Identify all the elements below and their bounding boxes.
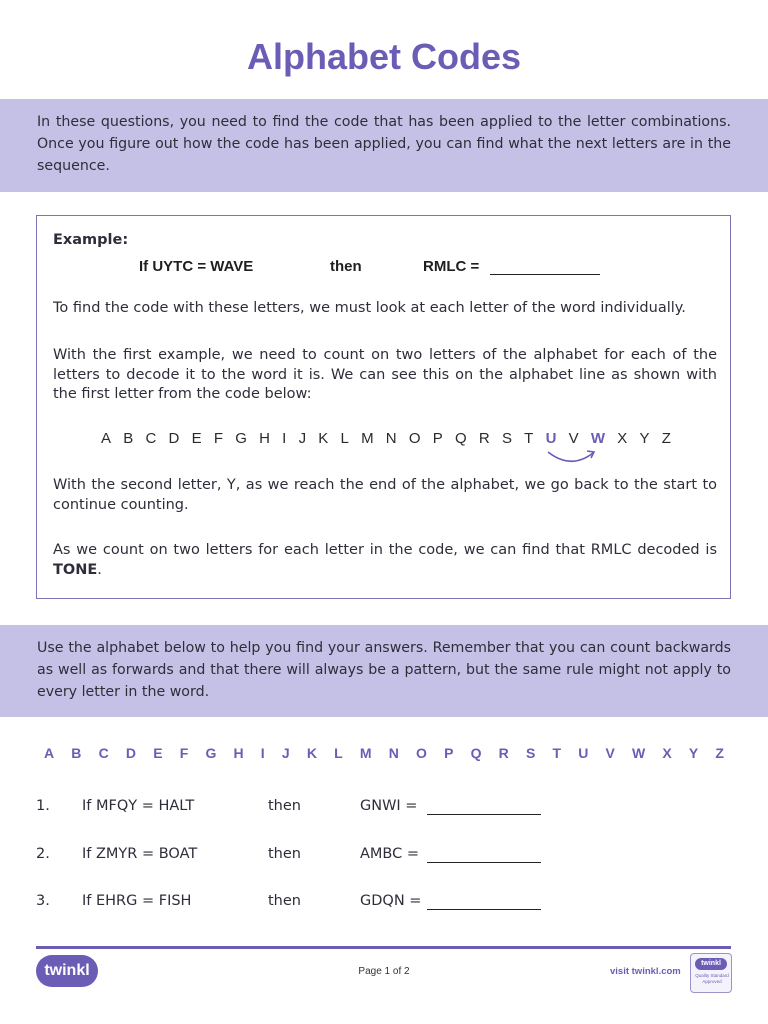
alphabet-letter-f: F: [179, 745, 189, 761]
example-alphabet-letter-y: Y: [639, 430, 650, 447]
footer-divider: [36, 946, 731, 949]
example-alphabet-letter-g: G: [235, 430, 247, 447]
alphabet-letter-y: Y: [688, 745, 699, 761]
answer-blank[interactable]: [427, 814, 541, 815]
example-para-4-text: As we count on two letters for each letter in the code, we can find that RMLC decoded is: [53, 542, 717, 558]
example-para-4: [53, 541, 717, 580]
example-alphabet-letter-h: H: [259, 430, 270, 447]
alphabet-letter-d: D: [125, 745, 137, 761]
example-label: Example:: [53, 232, 129, 248]
example-para-1: To find the code with these letters, we must look at each letter of the word individually.: [53, 300, 686, 316]
alphabet-letter-p: P: [444, 745, 454, 761]
answer-blank[interactable]: [427, 909, 541, 910]
question-row: [0, 798, 768, 822]
example-para-3: With the second letter, Y, as we reach the end of the alphabet, we go back to the start to continue counting.: [53, 477, 717, 513]
example-question: RMLC =: [423, 258, 480, 275]
question-number: 1.: [36, 798, 50, 814]
example-alphabet-letter-s: S: [501, 430, 512, 447]
question-number: 3.: [36, 893, 50, 909]
alphabet-letter-t: T: [552, 745, 562, 761]
alphabet-letter-j: J: [281, 745, 290, 761]
question-ask: GNWI =: [360, 798, 418, 814]
question-ask: AMBC =: [360, 846, 420, 862]
badge-text: Quality Standard Approved: [695, 973, 729, 984]
example-alphabet-letter-o: O: [408, 430, 421, 447]
example-alphabet-letter-p: P: [432, 430, 443, 447]
visit-link[interactable]: visit twinkl.com: [610, 966, 681, 977]
example-alphabet-letter-z: Z: [661, 430, 671, 447]
example-alphabet-letter-k: K: [318, 430, 329, 447]
example-alphabet-line: [101, 430, 671, 447]
question-condition: If ZMYR = BOAT: [82, 846, 198, 862]
intro-band: [0, 99, 768, 192]
example-alphabet-letter-v: V: [568, 430, 579, 447]
example-alphabet-letter-j: J: [298, 430, 307, 447]
question-condition: If EHRG = FISH: [82, 893, 192, 909]
example-alphabet-letter-r: R: [478, 430, 490, 447]
badge-brand: twinkl: [695, 958, 727, 970]
example-alphabet-letter-e: E: [191, 430, 202, 447]
alphabet-letter-h: H: [233, 745, 244, 761]
example-alphabet-letter-x: X: [617, 430, 628, 447]
alphabet-letter-g: G: [205, 745, 217, 761]
question-number: 2.: [36, 846, 50, 862]
alphabet-letter-n: N: [388, 745, 399, 761]
intro-text: In these questions, you need to find the code that has been applied to the letter combinations. Once you figure out how the code has been applied, you can find what the next letters are in the sequence.: [37, 114, 731, 174]
example-alphabet-letter-u: U: [545, 430, 557, 447]
alphabet-letter-r: R: [498, 745, 509, 761]
example-alphabet-letter-i: I: [282, 430, 287, 447]
example-box: [36, 215, 731, 599]
alphabet-letter-v: V: [605, 745, 615, 761]
question-row: [0, 846, 768, 870]
alphabet-letter-q: Q: [470, 745, 482, 761]
example-alphabet-letter-c: C: [145, 430, 157, 447]
question-row: [0, 893, 768, 917]
alphabet-letter-z: Z: [715, 745, 724, 761]
example-alphabet-letter-w: W: [590, 430, 606, 447]
count-arrow-icon: [545, 448, 599, 468]
example-alphabet-letter-d: D: [168, 430, 180, 447]
example-para-2: With the first example, we need to count on two letters of the alphabet for each of the letters to decode it to the word it is. We can see this on the alphabet line as shown with the first letter from the code below:: [53, 347, 717, 402]
alphabet-letter-w: W: [632, 745, 646, 761]
example-answer: TONE: [53, 561, 98, 578]
alphabet-letter-b: B: [71, 745, 82, 761]
example-condition: If UYTC = WAVE: [139, 258, 254, 275]
example-then: then: [330, 258, 362, 275]
example-answer-blank: [490, 274, 600, 275]
alphabet-letter-m: M: [359, 745, 372, 761]
alphabet-letter-e: E: [153, 745, 163, 761]
alphabet-letter-c: C: [98, 745, 109, 761]
example-alphabet-letter-m: M: [361, 430, 374, 447]
quality-badge: [690, 953, 732, 993]
twinkl-logo[interactable]: twinkl: [36, 955, 98, 987]
alphabet-letter-u: U: [578, 745, 589, 761]
alphabet-letter-i: I: [260, 745, 265, 761]
alphabet-letter-s: S: [525, 745, 536, 761]
alphabet-reference-line: [44, 745, 724, 761]
example-alphabet-letter-n: N: [385, 430, 397, 447]
question-then: then: [268, 798, 301, 814]
example-alphabet-letter-t: T: [524, 430, 534, 447]
example-alphabet-letter-q: Q: [454, 430, 467, 447]
instructions-band: [0, 625, 768, 717]
question-ask: GDQN =: [360, 893, 422, 909]
question-condition: If MFQY = HALT: [82, 798, 195, 814]
question-then: then: [268, 846, 301, 862]
alphabet-letter-l: L: [334, 745, 343, 761]
example-alphabet-letter-f: F: [213, 430, 223, 447]
alphabet-letter-k: K: [306, 745, 317, 761]
page-title: Alphabet Codes: [246, 36, 522, 77]
question-then: then: [268, 893, 301, 909]
example-alphabet-letter-a: A: [101, 430, 112, 447]
example-alphabet-letter-l: L: [340, 430, 349, 447]
alphabet-letter-x: X: [662, 745, 672, 761]
answer-blank[interactable]: [427, 862, 541, 863]
instructions-text: Use the alphabet below to help you find your answers. Remember that you can count backwards as well as forwards and that there will always be a pattern, but the same rule might not apply to every letter in the word.: [37, 640, 731, 700]
alphabet-letter-o: O: [416, 745, 427, 761]
example-alphabet-letter-b: B: [123, 430, 134, 447]
alphabet-letter-a: A: [44, 745, 55, 761]
page-number: Page 1 of 2: [358, 966, 410, 977]
example-para-4-end: .: [97, 561, 102, 578]
